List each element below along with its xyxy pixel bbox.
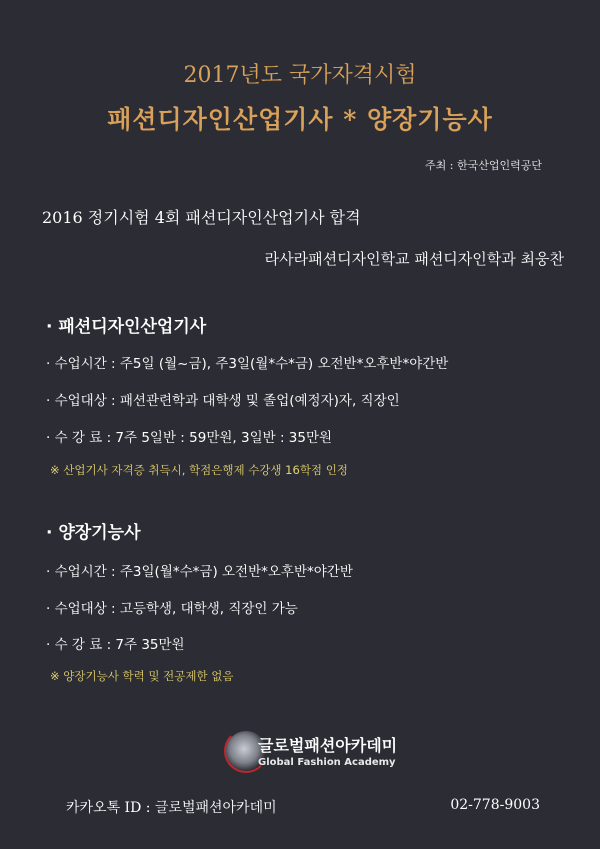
host-text: 주최 : 한국산업인력공단 <box>425 159 542 172</box>
title-exams: 패션디자인산업기사 * 양장기능사 <box>107 105 493 134</box>
fashion-schedule: · 수업시간 : 주5일 (월~금), 주3일(월*수*금) 오전반*오후반*야간반 <box>46 356 449 372</box>
section-dressmaking-title: · 양장기능사 <box>46 523 141 543</box>
brand-name-korean: 글로벌패션아카데미 <box>258 736 398 755</box>
pass-student: 라사라패션디자인학교 패션디자인학과 최웅찬 <box>264 250 564 268</box>
kakao-id: 카카오톡 ID : 글로벌패션아카데미 <box>66 800 277 816</box>
fashion-fee: · 수 강 료 : 7주 5일반 : 59만원, 3일반 : 35만원 <box>46 430 333 446</box>
dressmaking-target: · 수업대상 : 고등학생, 대학생, 직장인 가능 <box>46 601 298 617</box>
pass-record: 2016 정기시험 4회 패션디자인산업기사 합격 <box>42 208 361 227</box>
phone-number: 02-778-9003 <box>450 797 540 813</box>
section-fashion-design-title: · 패션디자인산업기사 <box>46 317 207 337</box>
title-year: 2017년도 국가자격시험 <box>183 63 417 88</box>
brand-name-english: Global Fashion Academy <box>258 757 396 768</box>
fashion-target: · 수업대상 : 패션관련학과 대학생 및 졸업(예정자)자, 직장인 <box>46 393 400 409</box>
dressmaking-note: ※ 양장기능사 학력 및 전공제한 없음 <box>50 669 234 683</box>
fashion-note: ※ 산업기사 자격증 취득시, 학점은행제 수강생 16학점 인정 <box>50 463 348 477</box>
dressmaking-fee: · 수 강 료 : 7주 35만원 <box>46 637 185 653</box>
dressmaking-schedule: · 수업시간 : 주3일(월*수*금) 오전반*오후반*야간반 <box>46 564 353 580</box>
